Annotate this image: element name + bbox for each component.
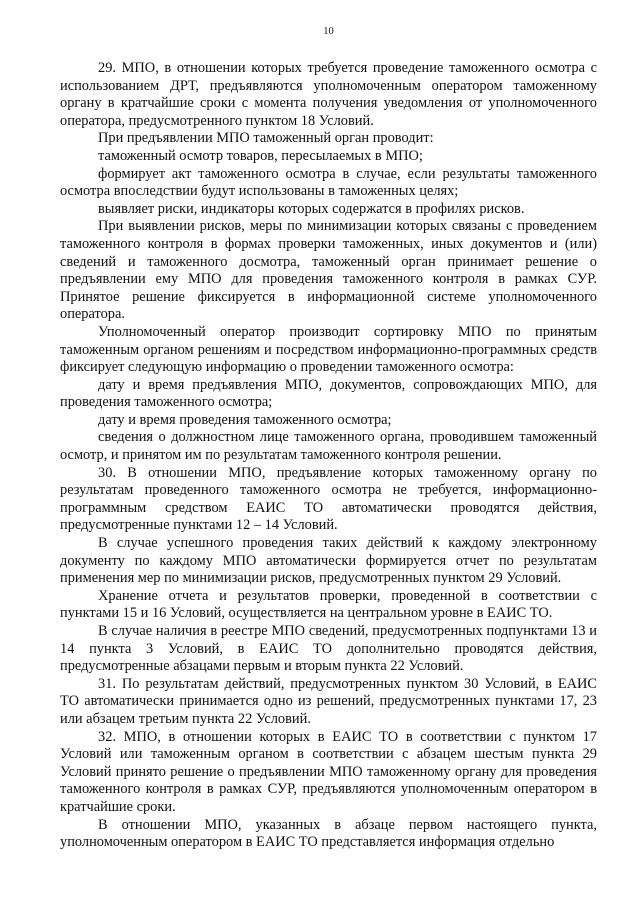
paragraph-29: 29. МПО, в отношении которых требуется проведение таможенного осмотра с использованием ДРТ, предъявляются уполномоченным оператором таможенному органу в кратчайшие сроки с момента получения уведомления от уполномоченного оператора, предусмотренного пунктом 18 Условий. [60,60,597,129]
paragraph-storage: Хранение отчета и результатов проверки, проведенной в соответствии с пунктами 15 и 16 Условий, осуществляется на центральном уровне в ЕАИС ТО. [60,587,597,622]
paragraph-sorting-item: дату и время предъявления МПО, документов, сопровождающих МПО, для проведения таможенного осмотра; [60,376,597,411]
page-number: 10 [323,26,334,37]
document-body [60,60,597,852]
paragraph-30: 30. В отношении МПО, предъявление которых таможенному органу по результатам проведенного таможенного осмотра не требуется, информационно-программным средством ЕАИС ТО автоматически проводятся действия, предусмотренные пунктами 12 – 14 Условий. [60,464,597,534]
paragraph-inspection-item: выявляет риски, индикаторы которых содержатся в профилях рисков. [98,200,525,217]
paragraph-inspection-item: таможенный осмотр товаров, пересылаемых в МПО; [98,147,423,164]
paragraph-report: В случае успешного проведения таких действий к каждому электронному документу по каждому МПО автоматически формируется отчет по результатам применения мер по минимизации рисков, предусмотренных пунктом 29 Условий. [60,535,597,587]
paragraph-registry: В случае наличия в реестре МПО сведений, предусмотренных подпунктами 13 и 14 пункта 3 Условий, в ЕАИС ТО дополнительно проводятся действия, предусмотренные абзацами первым и вторым пункта 22 Условий. [60,623,597,675]
paragraph-32-continued: В отношении МПО, указанных в абзаце первом настоящего пункта, уполномоченным оператором в ЕАИС ТО представляется информация отдельно [60,816,597,851]
paragraph-sorting-item: дату и время проведения таможенного осмотра; [98,411,392,428]
paragraph-32: 32. МПО, в отношении которых в ЕАИС ТО в соответствии с пунктом 17 Условий или таможенным органом в соответствии с абзацем шестым пункта 29 Условий принято решение о предъявлении МПО таможенному органу для проведения таможенного контроля в рамках СУР, предъявляются уполномоченным оператором в кратчайшие сроки. [60,728,597,815]
paragraph-inspection-intro: При предъявлении МПО таможенный орган проводит: [98,130,434,147]
paragraph-31: 31. По результатам действий, предусмотренных пунктом 30 Условий, в ЕАИС ТО автоматически принимается одно из решений, предусмотренных пунктами 17, 23 или абзацем третьим пункта 22 Условий. [60,675,597,727]
paragraph-inspection-item: формирует акт таможенного осмотра в случае, если результаты таможенного осмотра впоследствии будут использованы в таможенных целях; [60,165,597,200]
paragraph-risks: При выявлении рисков, меры по минимизации которых связаны с проведением таможенного контроля в формах проверки таможенных, иных документов и (или) сведений и таможенного досмотра, таможенный орган принимает решение о предъявлении ему МПО для проведения таможенного контроля в рамках СУР. Принятое решение фиксируется в информационной системе уполномоченного оператора. [60,218,597,323]
paragraph-sorting-item: сведения о должностном лице таможенного органа, проводившем таможенный осмотр, и принятом им по результатам таможенного контроля решении. [60,429,597,464]
paragraph-sorting: Уполномоченный оператор производит сортировку МПО по принятым таможенным органом решениям и посредством информационно-программных средств фиксирует следующую информацию о проведении таможенного осмотра: [60,323,597,376]
